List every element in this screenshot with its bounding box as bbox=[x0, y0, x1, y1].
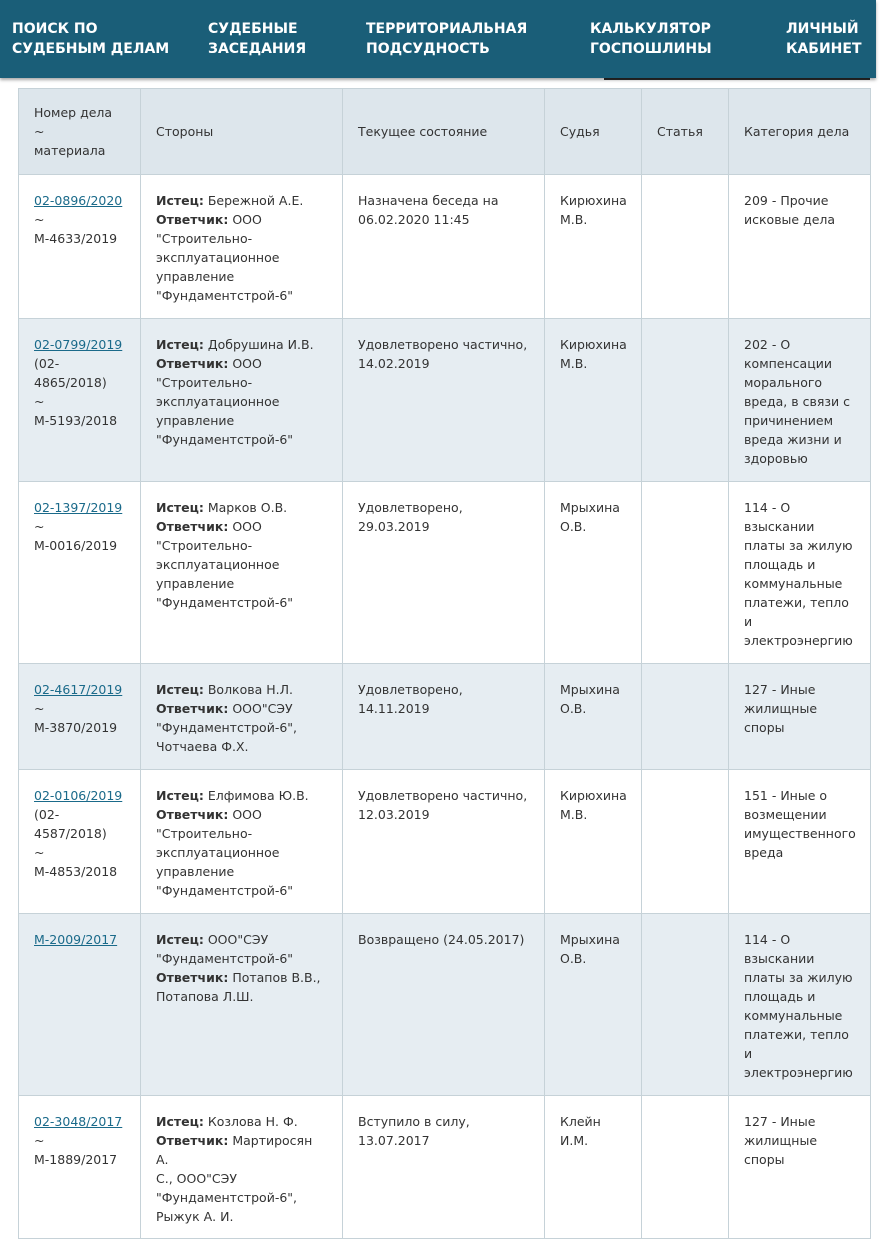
case-number-text: ~ bbox=[34, 519, 45, 534]
cases-table bbox=[18, 88, 871, 1239]
table-row bbox=[19, 664, 871, 770]
category-text: платы за жилую bbox=[744, 538, 853, 553]
plaintiff-label: Истец: bbox=[156, 337, 204, 352]
defendant-text: Чотчаева Ф.Х. bbox=[156, 739, 249, 754]
case-number-text: М-0016/2019 bbox=[34, 538, 118, 553]
defendant-text: С., ООО"СЭУ bbox=[156, 1171, 237, 1186]
parties-cell bbox=[141, 482, 343, 664]
category-text: взыскании bbox=[744, 519, 815, 534]
header-text: Номер дела ~ bbox=[34, 105, 113, 139]
article-cell bbox=[642, 175, 729, 319]
table-row bbox=[19, 319, 871, 482]
case-number-cell bbox=[19, 914, 141, 1096]
category-cell bbox=[729, 482, 871, 664]
judge-cell bbox=[545, 1096, 642, 1239]
category-cell bbox=[729, 1096, 871, 1239]
column-header-article: Статья bbox=[642, 89, 729, 175]
plaintiff-name: Марков О.В. bbox=[207, 500, 288, 515]
defendant-text: управление bbox=[156, 864, 235, 879]
category-text: вреда жизни и bbox=[744, 432, 842, 447]
case-number-cell bbox=[19, 1096, 141, 1239]
status-cell bbox=[343, 482, 545, 664]
defendant-label: Ответчик: bbox=[156, 807, 229, 822]
category-text: жилищные bbox=[744, 1133, 818, 1148]
category-text: платежи, тепло bbox=[744, 595, 849, 610]
plaintiff-name: ООО"СЭУ bbox=[207, 932, 269, 947]
category-text: имущественного bbox=[744, 826, 856, 841]
category-text: вреда bbox=[744, 845, 784, 860]
case-number-text: М-5193/2018 bbox=[34, 413, 118, 428]
case-number-cell bbox=[19, 664, 141, 770]
defendant-text: ООО bbox=[232, 807, 262, 822]
defendant-text: эксплуатационное bbox=[156, 557, 280, 572]
case-number-text: М-4633/2019 bbox=[34, 231, 118, 246]
status-text: 13.07.2017 bbox=[358, 1133, 430, 1148]
nav-label-line: ЛИЧНЫЙ bbox=[786, 21, 859, 37]
judge-cell bbox=[545, 770, 642, 914]
judge-cell bbox=[545, 664, 642, 770]
defendant-line bbox=[156, 699, 327, 718]
defendant-line bbox=[156, 517, 327, 536]
case-number-text: (02-4587/2018) bbox=[34, 807, 107, 841]
defendant-text: Рыжук А. И. bbox=[156, 1209, 234, 1224]
category-cell bbox=[729, 319, 871, 482]
plaintiff-name: Елфимова Ю.В. bbox=[207, 788, 309, 803]
status-cell bbox=[343, 175, 545, 319]
plaintiff-line bbox=[156, 786, 327, 805]
judge-text: Мрыхина bbox=[560, 500, 620, 515]
article-cell bbox=[642, 664, 729, 770]
defendant-label: Ответчик: bbox=[156, 970, 229, 985]
status-cell bbox=[343, 1096, 545, 1239]
defendant-line bbox=[156, 968, 327, 987]
judge-text: О.В. bbox=[560, 701, 587, 716]
top-navigation bbox=[0, 0, 876, 78]
category-text: исковые дела bbox=[744, 212, 836, 227]
defendant-line bbox=[156, 354, 327, 373]
category-text: электроэнергию bbox=[744, 633, 853, 648]
table-row bbox=[19, 482, 871, 664]
parties-cell bbox=[141, 1096, 343, 1239]
category-text: платежи, тепло bbox=[744, 1027, 849, 1042]
judge-text: О.В. bbox=[560, 951, 587, 966]
defendant-text: "Строительно- bbox=[156, 538, 253, 553]
case-number-text: ~ bbox=[34, 1133, 45, 1148]
defendant-text: "Фундаментстрой-6", bbox=[156, 1190, 298, 1205]
plaintiff-label: Истец: bbox=[156, 500, 204, 515]
case-link[interactable]: М-2009/2017 bbox=[34, 932, 118, 947]
column-header-judge: Судья bbox=[545, 89, 642, 175]
category-text: 202 - О bbox=[744, 337, 791, 352]
nav-case-search[interactable] bbox=[12, 19, 169, 59]
plaintiff-name: Добрушина И.В. bbox=[207, 337, 314, 352]
defendant-text: Потапова Л.Ш. bbox=[156, 989, 254, 1004]
nav-territorial-jurisdiction[interactable] bbox=[366, 19, 527, 59]
category-text: 151 - Иные о bbox=[744, 788, 828, 803]
plaintiff-line bbox=[156, 335, 327, 354]
plaintiff-label: Истец: bbox=[156, 932, 204, 947]
judge-text: Клейн bbox=[560, 1114, 601, 1129]
status-text: Возвращено (24.05.2017) bbox=[358, 932, 525, 947]
category-text: причинением bbox=[744, 413, 834, 428]
judge-cell bbox=[545, 175, 642, 319]
case-number-cell bbox=[19, 175, 141, 319]
plaintiff-line bbox=[156, 680, 327, 699]
case-link[interactable]: 02-0896/2020 bbox=[34, 193, 123, 208]
column-header-status: Текущее состояние bbox=[343, 89, 545, 175]
table-row bbox=[19, 914, 871, 1096]
category-text: 127 - Иные bbox=[744, 682, 816, 697]
article-cell bbox=[642, 319, 729, 482]
category-text: 114 - О bbox=[744, 932, 791, 947]
category-text: и bbox=[744, 1046, 753, 1061]
case-number-text: ~ bbox=[34, 212, 45, 227]
category-text: споры bbox=[744, 720, 785, 735]
defendant-label: Ответчик: bbox=[156, 212, 229, 227]
plaintiff-label: Истец: bbox=[156, 1114, 204, 1129]
parties-cell bbox=[141, 319, 343, 482]
case-number-text: ~ bbox=[34, 394, 45, 409]
nav-court-hearings[interactable] bbox=[208, 19, 306, 59]
category-text: здоровью bbox=[744, 451, 808, 466]
nav-personal-account[interactable] bbox=[786, 19, 862, 59]
defendant-text: управление bbox=[156, 576, 235, 591]
category-text: площадь и bbox=[744, 989, 816, 1004]
status-text: Назначена беседа на bbox=[358, 193, 499, 208]
case-number-cell bbox=[19, 319, 141, 482]
plaintiff-line bbox=[156, 498, 327, 517]
plaintiff-line bbox=[156, 191, 327, 210]
parties-cell bbox=[141, 175, 343, 319]
header-text: материала bbox=[34, 143, 106, 158]
judge-text: М.В. bbox=[560, 356, 588, 371]
status-cell bbox=[343, 770, 545, 914]
category-text: компенсации bbox=[744, 356, 832, 371]
defendant-text: "Фундаментстрой-6" bbox=[156, 595, 294, 610]
case-number-text: ~ bbox=[34, 701, 45, 716]
parties-cell bbox=[141, 664, 343, 770]
defendant-text: ООО"СЭУ bbox=[232, 701, 293, 716]
status-text: 12.03.2019 bbox=[358, 807, 430, 822]
category-text: возмещении bbox=[744, 807, 827, 822]
nav-fee-calculator[interactable] bbox=[590, 19, 712, 59]
case-number-cell bbox=[19, 770, 141, 914]
plaintiff-name: Бережной А.Е. bbox=[207, 193, 304, 208]
article-cell bbox=[642, 1096, 729, 1239]
status-text: 14.02.2019 bbox=[358, 356, 430, 371]
category-text: площадь и bbox=[744, 557, 816, 572]
judge-cell bbox=[545, 482, 642, 664]
column-header-case-number[interactable] bbox=[19, 89, 141, 175]
case-number-text: М-1889/2017 bbox=[34, 1152, 118, 1167]
defendant-line bbox=[156, 805, 327, 824]
category-text: электроэнергию bbox=[744, 1065, 853, 1080]
table-header-row bbox=[19, 89, 871, 175]
defendant-label: Ответчик: bbox=[156, 519, 229, 534]
nav-label-line: ПОИСК ПО bbox=[12, 21, 98, 37]
plaintiff-name: Козлова Н. Ф. bbox=[207, 1114, 298, 1129]
category-text: взыскании bbox=[744, 951, 815, 966]
case-number-text: (02-4865/2018) bbox=[34, 356, 107, 390]
category-text: 209 - Прочие bbox=[744, 193, 829, 208]
plaintiff-label: Истец: bbox=[156, 682, 204, 697]
case-link[interactable]: 02-1397/2019 bbox=[34, 500, 123, 515]
judge-text: Кирюхина bbox=[560, 193, 627, 208]
defendant-text: эксплуатационное bbox=[156, 845, 280, 860]
case-number-text: ~ bbox=[34, 845, 45, 860]
defendant-text: "Фундаментстрой-6", bbox=[156, 720, 298, 735]
defendant-text: "Фундаментстрой-6" bbox=[156, 432, 294, 447]
category-text: платы за жилую bbox=[744, 970, 853, 985]
judge-text: М.В. bbox=[560, 807, 588, 822]
table-row bbox=[19, 770, 871, 914]
nav-label-line: ТЕРРИТОРИАЛЬНАЯ bbox=[366, 21, 528, 37]
category-text: морального bbox=[744, 375, 823, 390]
category-cell bbox=[729, 664, 871, 770]
case-link[interactable]: 02-0106/2019 bbox=[34, 788, 123, 803]
plaintiff-line bbox=[156, 1112, 327, 1131]
category-text: жилищные bbox=[744, 701, 818, 716]
nav-label-line: ЗАСЕДАНИЯ bbox=[208, 41, 307, 57]
page-edge bbox=[876, 0, 888, 78]
defendant-text: эксплуатационное bbox=[156, 394, 280, 409]
nav-label-line: СУДЕБНЫЕ bbox=[208, 21, 298, 37]
status-text: 06.02.2020 11:45 bbox=[358, 212, 470, 227]
status-cell bbox=[343, 319, 545, 482]
status-text: Вступило в силу, bbox=[358, 1114, 470, 1129]
plaintiff-line bbox=[156, 930, 327, 949]
defendant-text: эксплуатационное bbox=[156, 250, 280, 265]
category-cell bbox=[729, 175, 871, 319]
case-link[interactable]: 02-3048/2017 bbox=[34, 1114, 123, 1129]
plaintiff-name: "Фундаментстрой-6" bbox=[156, 951, 294, 966]
table-row bbox=[19, 1096, 871, 1239]
category-text: коммунальные bbox=[744, 1008, 843, 1023]
defendant-line bbox=[156, 1131, 327, 1169]
article-cell bbox=[642, 770, 729, 914]
defendant-text: ООО bbox=[232, 356, 262, 371]
column-header-category: Категория дела bbox=[729, 89, 871, 175]
parties-cell bbox=[141, 770, 343, 914]
case-link[interactable]: 02-4617/2019 bbox=[34, 682, 123, 697]
defendant-label: Ответчик: bbox=[156, 701, 229, 716]
category-cell bbox=[729, 770, 871, 914]
judge-text: Мрыхина bbox=[560, 932, 620, 947]
article-cell bbox=[642, 482, 729, 664]
category-cell bbox=[729, 914, 871, 1096]
article-cell bbox=[642, 914, 729, 1096]
judge-text: Кирюхина bbox=[560, 337, 627, 352]
judge-text: О.В. bbox=[560, 519, 587, 534]
defendant-text: Мартиросян А. bbox=[156, 1133, 313, 1167]
judge-text: И.М. bbox=[560, 1133, 589, 1148]
nav-label-line: КАЛЬКУЛЯТОР bbox=[590, 21, 711, 37]
nav-label-line: КАБИНЕТ bbox=[786, 41, 862, 57]
case-number-text: М-4853/2018 bbox=[34, 864, 118, 879]
defendant-label: Ответчик: bbox=[156, 356, 229, 371]
defendant-text: управление bbox=[156, 413, 235, 428]
defendant-text: "Фундаментстрой-6" bbox=[156, 288, 294, 303]
plaintiff-name: Волкова Н.Л. bbox=[207, 682, 293, 697]
category-text: споры bbox=[744, 1152, 785, 1167]
status-text: Удовлетворено, 29.03.2019 bbox=[358, 500, 463, 534]
table-row bbox=[19, 175, 871, 319]
status-cell bbox=[343, 664, 545, 770]
defendant-text: управление bbox=[156, 269, 235, 284]
defendant-text: ООО bbox=[232, 519, 262, 534]
column-header-parties: Стороны bbox=[141, 89, 343, 175]
case-number-text: М-3870/2019 bbox=[34, 720, 118, 735]
category-text: коммунальные bbox=[744, 576, 843, 591]
category-text: и bbox=[744, 614, 753, 629]
case-number-cell bbox=[19, 482, 141, 664]
judge-cell bbox=[545, 914, 642, 1096]
category-text: вреда, в связи с bbox=[744, 394, 850, 409]
defendant-text: "Строительно- bbox=[156, 826, 253, 841]
nav-label-line: СУДЕБНЫМ ДЕЛАМ bbox=[12, 41, 170, 57]
defendant-text: "Строительно- bbox=[156, 375, 253, 390]
divider bbox=[604, 78, 870, 80]
defendant-label: Ответчик: bbox=[156, 1133, 229, 1148]
defendant-text: Потапов В.В., bbox=[232, 970, 321, 985]
status-text: Удовлетворено частично, bbox=[358, 788, 528, 803]
defendant-text: "Фундаментстрой-6" bbox=[156, 883, 294, 898]
judge-text: Мрыхина bbox=[560, 682, 620, 697]
category-text: 114 - О bbox=[744, 500, 791, 515]
parties-cell bbox=[141, 914, 343, 1096]
nav-label-line: ПОДСУДНОСТЬ bbox=[366, 41, 490, 57]
category-text: 127 - Иные bbox=[744, 1114, 816, 1129]
plaintiff-label: Истец: bbox=[156, 193, 204, 208]
judge-cell bbox=[545, 319, 642, 482]
defendant-line bbox=[156, 210, 327, 229]
case-link[interactable]: 02-0799/2019 bbox=[34, 337, 123, 352]
defendant-text: "Строительно- bbox=[156, 231, 253, 246]
judge-text: Кирюхина bbox=[560, 788, 627, 803]
status-cell bbox=[343, 914, 545, 1096]
status-text: Удовлетворено частично, bbox=[358, 337, 528, 352]
status-text: Удовлетворено, 14.11.2019 bbox=[358, 682, 463, 716]
nav-label-line: ГОСПОШЛИНЫ bbox=[590, 41, 712, 57]
plaintiff-label: Истец: bbox=[156, 788, 204, 803]
judge-text: М.В. bbox=[560, 212, 588, 227]
defendant-text: ООО bbox=[232, 212, 262, 227]
